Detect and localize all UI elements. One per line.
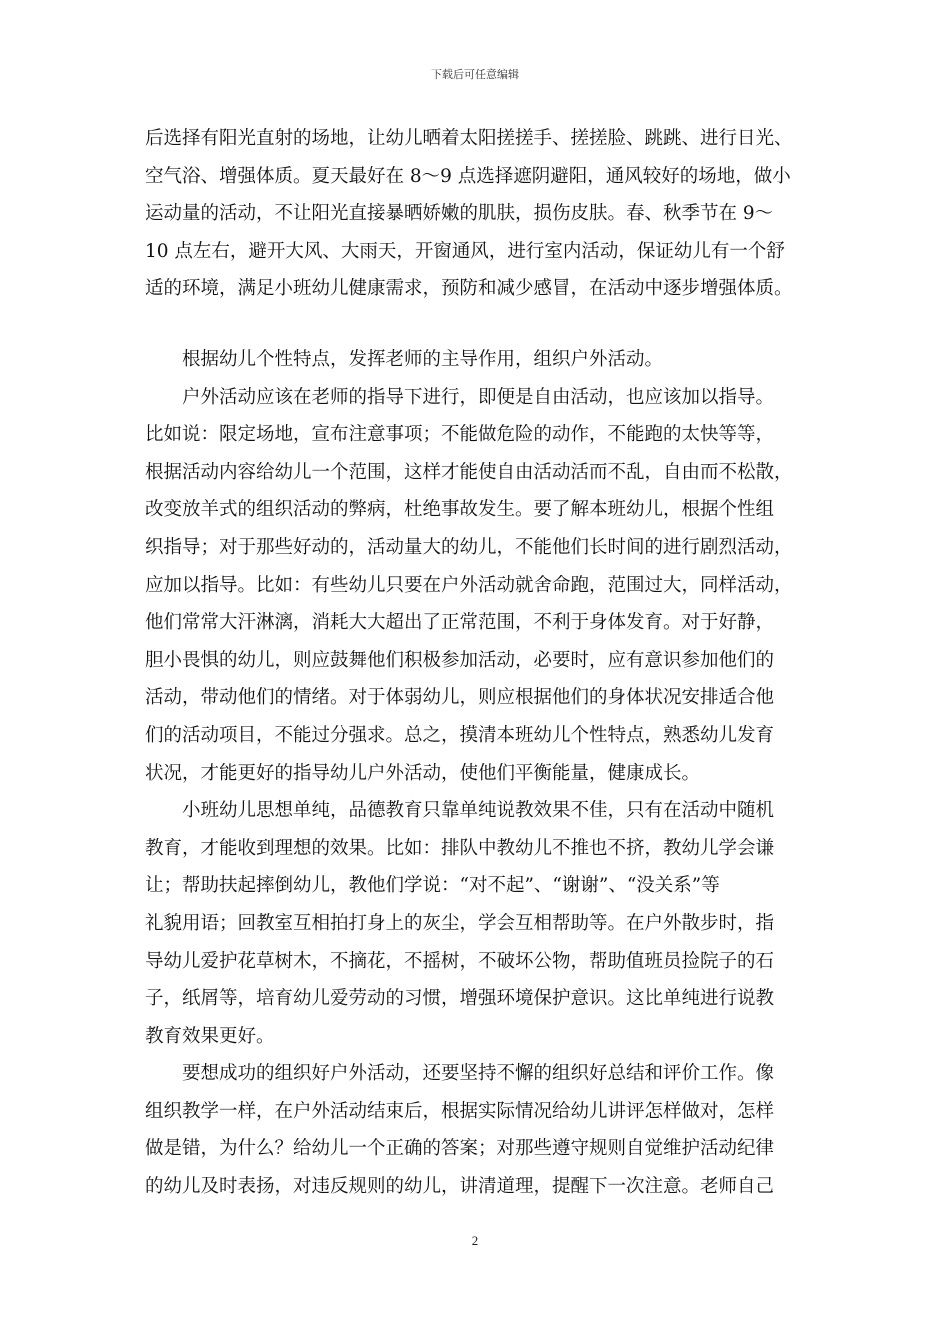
text-line: 适的环境，满足小班幼儿健康需求，预防和减少感冒，在活动中逐步增强体质。 <box>145 278 793 300</box>
text-line: 让；帮助扶起摔倒幼儿，教他们学说：“对不起”、“谢谢”、“没关系”等 <box>145 875 720 897</box>
text-line: 的幼儿及时表扬，对违反规则的幼儿，讲清道理，提醒下一次注意。老师自己 <box>145 1176 775 1198</box>
text-line: 空气浴、增强体质。夏天最好在 8～9 点选择遮阴避阳，通风较好的场地，做小 <box>145 165 791 187</box>
paragraph-block-2 <box>145 341 811 1206</box>
text-line: 后选择有阳光直射的场地，让幼儿晒着太阳搓搓手、搓搓脸、跳跳、进行日光、 <box>145 128 793 149</box>
text-line: 根据活动内容给幼儿一个范围，这样才能使自由活动活而不乱，自由而不松散， <box>145 461 793 483</box>
text-line: 教育效果更好。 <box>145 1025 275 1047</box>
text-line: 比如说：限定场地，宣布注意事项；不能做危险的动作，不能跑的太快等等， <box>145 424 775 446</box>
text-line: 运动量的活动，不让阳光直接暴晒娇嫩的肌肤，损伤皮肤。春、秋季节在 9～ <box>145 203 774 225</box>
text-line: 织指导；对于那些好动的，活动量大的幼儿，不能他们长时间的进行剧烈活动， <box>145 536 793 558</box>
text-line: 活动，带动他们的情绪。对于体弱幼儿，则应根据他们的身体状况安排适合他 <box>145 687 775 709</box>
text-line: 教育，才能收到理想的效果。比如：排队中教幼儿不推也不挤，教幼儿学会谦 <box>145 837 775 859</box>
text-line: 子，纸屑等，培育幼儿爱劳动的习惯，增强环境保护意识。这比单纯进行说教 <box>145 988 775 1010</box>
text-line: 应加以指导。比如：有些幼儿只要在户外活动就舍命跑，范围过大，同样活动， <box>145 574 793 596</box>
text-line: 改变放羊式的组织活动的弊病，杜绝事故发生。要了解本班幼儿，根据个性组 <box>145 499 775 521</box>
paragraph-block-1 <box>145 120 811 308</box>
text-line: 状况，才能更好的指导幼儿户外活动，使他们平衡能量，健康成长。 <box>145 762 701 784</box>
text-line: 他们常常大汗淋漓，消耗大大超出了正常范围，不利于身体发育。对于好静， <box>145 612 775 634</box>
text-line: 们的活动项目，不能过分强求。总之，摸清本班幼儿个性特点，熟悉幼儿发育 <box>145 724 775 746</box>
text-line: 要想成功的组织好户外活动，还要坚持不懈的组织好总结和评价工作。像 <box>182 1063 775 1085</box>
page-header: 下载后可任意编辑 <box>431 68 519 81</box>
text-line: 导幼儿爱护花草树木，不摘花，不摇树，不破坏公物，帮助值班员捡院子的石 <box>145 950 775 972</box>
text-line: 组织教学一样，在户外活动结束后，根据实际情况给幼儿讲评怎样做对，怎样 <box>145 1100 775 1122</box>
text-line: 10 点左右，避开大风、大雨天，开窗通风，进行室内活动，保证幼儿有一个舒 <box>145 240 785 262</box>
text-line: 礼貌用语；回教室互相拍打身上的灰尘，学会互相帮助等。在户外散步时，指 <box>145 912 775 934</box>
text-line: 胆小畏惧的幼儿，则应鼓舞他们积极参加活动，必要时，应有意识参加他们的 <box>145 649 775 671</box>
text-line: 户外活动应该在老师的指导下进行，即便是自由活动，也应该加以指导。 <box>182 386 775 408</box>
text-line: 小班幼儿思想单纯，品德教育只靠单纯说教效果不佳，只有在活动中随机 <box>182 800 775 822</box>
paragraph-heading-line: 根据幼儿个性特点，发挥老师的主导作用，组织户外活动。 <box>182 349 664 370</box>
page-number: 2 <box>471 1233 479 1248</box>
text-line: 做是错，为什么？给幼儿一个正确的答案；对那些遵守规则自觉维护活动纪律 <box>145 1138 775 1160</box>
